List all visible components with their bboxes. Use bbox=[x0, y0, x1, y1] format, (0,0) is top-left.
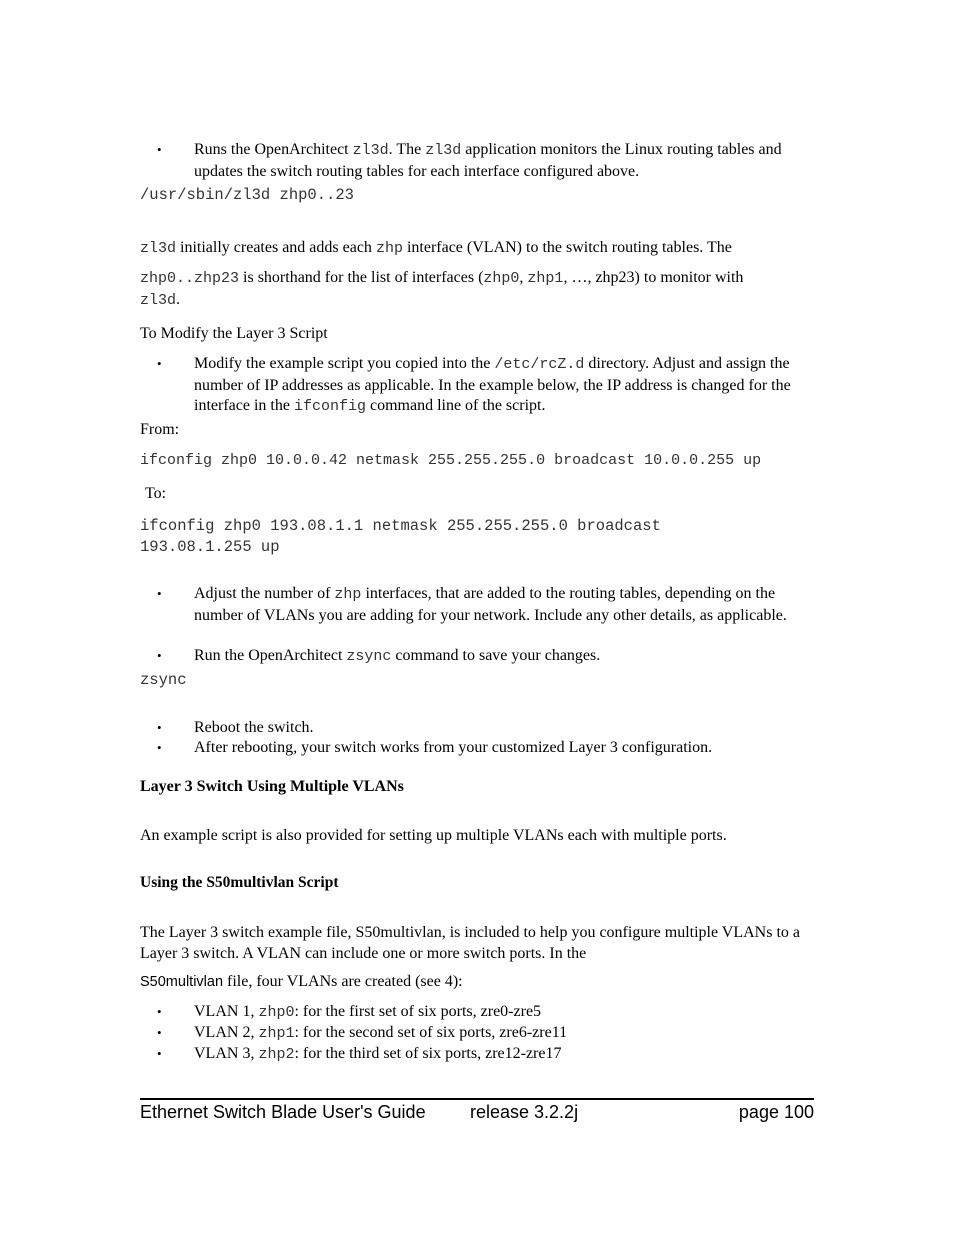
footer-page-number: page 100 bbox=[738, 1102, 814, 1122]
paragraph-s50multivlan: The Layer 3 switch example file, S50multivlan, is included to help you configure multiple VLANs to a Layer 3 switch. A VLAN can include one or more switch ports. In the bbox=[140, 924, 801, 962]
footer-release: release 3.2.2j bbox=[470, 1102, 579, 1122]
paragraph-zhp-shorthand: zhp0..zhp23 is shorthand for the list of interfaces (zhp0, zhp1, …, zhp23) to monitor with zl3d. bbox=[140, 269, 744, 309]
paragraph-vlans-created: S50multivlan file, four VLANs are created (see 4): bbox=[140, 973, 463, 990]
inline-code: zl3d bbox=[425, 142, 462, 159]
paragraph-multi-vlan: An example script is also provided for setting up multiple VLANs each with multiple ports. bbox=[140, 827, 727, 844]
from-label: From: bbox=[140, 421, 180, 438]
code-zsync: zsync bbox=[140, 671, 187, 689]
bullet-text: Runs the OpenArchitect zl3d. The zl3d application monitors the Linux routing tables and updates the switch routing tables for each interface configured above. bbox=[194, 141, 782, 180]
to-label: To: bbox=[145, 485, 167, 502]
code-from: ifconfig zhp0 10.0.0.42 netmask 255.255.255.0 broadcast 10.0.0.255 up bbox=[140, 452, 762, 469]
modify-heading: To Modify the Layer 3 Script bbox=[140, 325, 328, 342]
inline-code: zl3d bbox=[352, 142, 389, 159]
document-page: • Runs the OpenArchitect zl3d. The zl3d application monitors the Linux routing tables and updates the switch routing tables for each interface configured above. /usr/sbin/zl3d zhp0..23 zl3d initially creates and adds each zhp interface (VLAN) to the switch routing tables. The zhp0..zhp23 is shorthand for the list of interfaces (zhp0, zhp1, …, zhp23) to monitor with zl3d. To Modify the Layer 3 Script • Modify the example script you copied into the /etc/rcZ.d directory. Adjust and assign the number of IP addresses as applicable. In the example below, the IP address is changed for the interface in the ifconfig command line of the script. From: ifconfig zhp0 10.0.0.42 netmask 255.255.255.0 broadcast 10.0.0.255 up To: ifconfig zhp0 193.08.1.1 netmask 255.255.255.0 broadcast 193.08.1.255 up • Adjust the number of zhp interfaces, that are added to the routing tables, depending on the number of VLANs you are adding for your network. Include any other details, as applicable. • Run the OpenArchitect zsync command to save your changes. zsync • Reboot the switch. • After rebooting, your switch works from your customized Layer 3 configuration. Layer 3 Switch Using Multiple VLANs An example script is also provided for setting up multiple VLANs each with multiple ports. Using the S50multivlan Script The Layer 3 switch example file, S50multivlan, is included to help you configure multiple VLANs to a Layer 3 switch. A VLAN can include one or more switch ports. In the S50multivlan file, four VLANs are created (see 4): • VLAN 1, zhp0: for the first set of six ports, zre0-zre5 • VLAN 2, zhp1: for the second set of six ports, zre6-zre11 • VLAN 3, zhp2: for the third set of six ports, zre12-zre17 Ethernet Switch Blade User's Guide release 3.2.2j page 100 bbox=[0, 0, 954, 1235]
paragraph-zl3d-intro: zl3d initially creates and adds each zhp interface (VLAN) to the switch routing tables. The bbox=[140, 239, 732, 257]
section-heading-multiple-vlans: Layer 3 Switch Using Multiple VLANs bbox=[140, 778, 404, 795]
code-to: ifconfig zhp0 193.08.1.1 netmask 255.255.255.0 broadcast 193.08.1.255 up bbox=[140, 517, 661, 556]
code-zl3d-command: /usr/sbin/zl3d zhp0..23 bbox=[140, 186, 354, 204]
footer-title: Ethernet Switch Blade User's Guide bbox=[140, 1102, 426, 1122]
bullet-dot: • bbox=[157, 142, 162, 157]
section-heading-s50multivlan: Using the S50multivlan Script bbox=[140, 874, 339, 891]
